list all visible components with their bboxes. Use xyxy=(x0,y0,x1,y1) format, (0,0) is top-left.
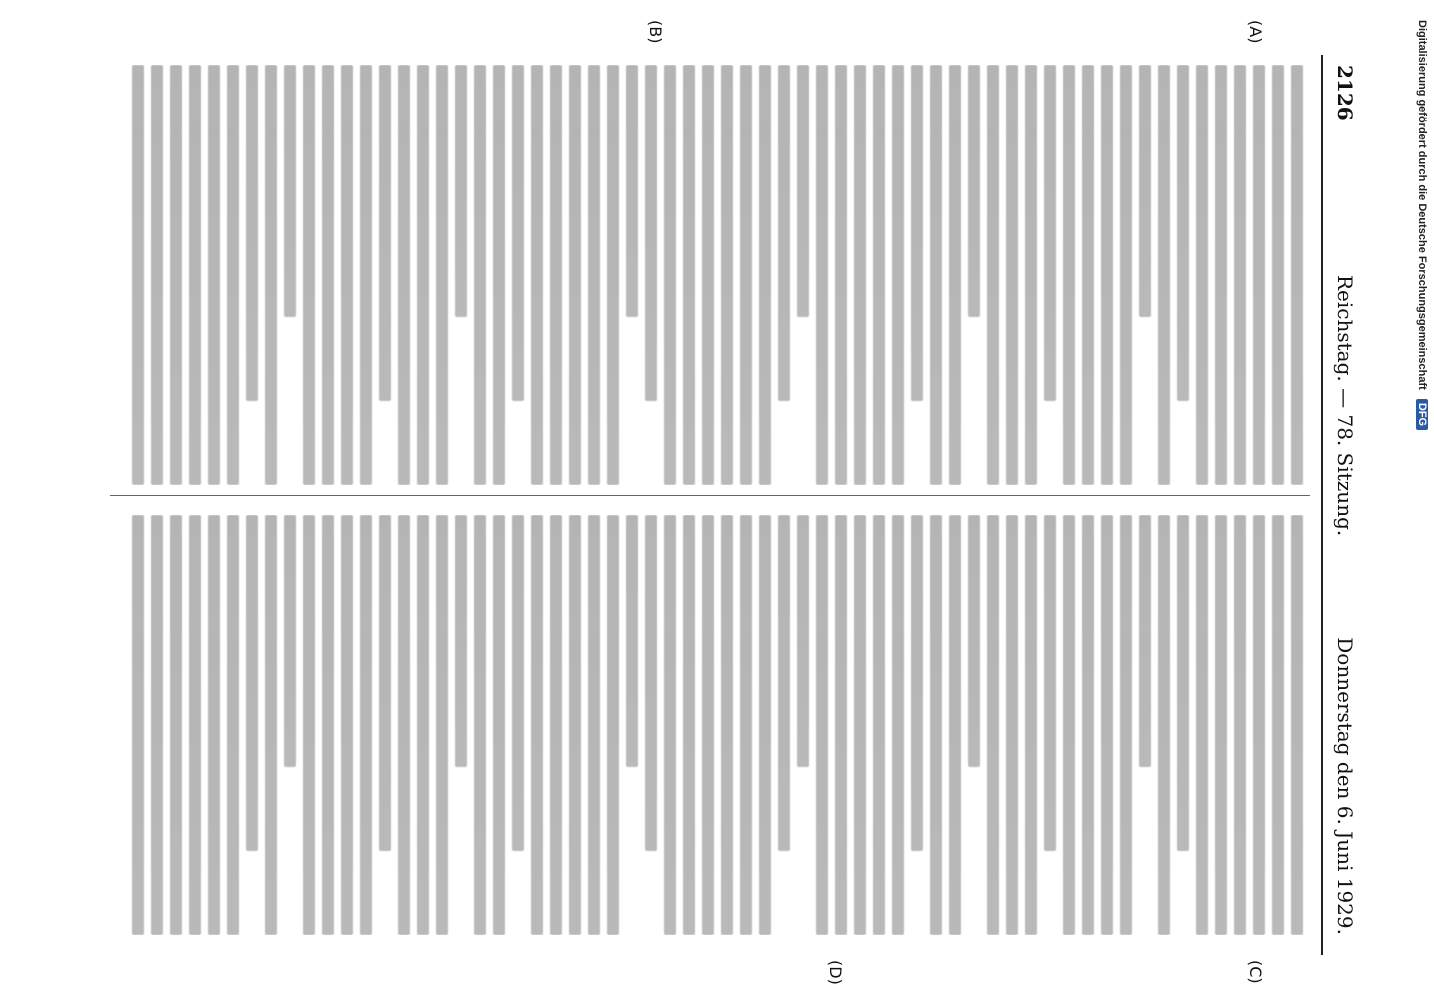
text-line xyxy=(1158,515,1170,935)
text-line xyxy=(189,65,201,485)
text-line xyxy=(512,515,524,851)
text-line xyxy=(265,515,277,935)
text-line xyxy=(721,65,733,485)
text-line xyxy=(132,65,144,485)
text-line xyxy=(360,515,372,935)
credit-text: Digitalisierung gefördert durch die Deutsche Forschungsgemeinschaft xyxy=(1416,20,1428,390)
text-line xyxy=(778,515,790,851)
text-line xyxy=(531,65,543,485)
text-line xyxy=(1082,65,1094,485)
margin-marker-a: (A) xyxy=(1246,20,1265,44)
text-line xyxy=(816,515,828,935)
text-line xyxy=(1234,515,1246,935)
text-line xyxy=(1215,65,1227,485)
text-line xyxy=(284,65,296,317)
text-line xyxy=(1063,515,1075,935)
column-separator xyxy=(110,495,1310,496)
text-line xyxy=(607,65,619,485)
text-line xyxy=(550,65,562,485)
text-line xyxy=(303,65,315,485)
text-line xyxy=(626,515,638,767)
text-line xyxy=(759,65,771,485)
text-line xyxy=(284,515,296,767)
digitization-credit xyxy=(1408,10,1428,990)
text-line xyxy=(1101,65,1113,485)
text-line xyxy=(911,65,923,401)
text-line xyxy=(208,65,220,485)
text-line xyxy=(398,515,410,935)
text-line xyxy=(949,515,961,935)
text-line xyxy=(759,515,771,935)
text-line xyxy=(1272,515,1284,935)
text-line xyxy=(702,65,714,485)
text-line xyxy=(227,65,239,485)
text-line xyxy=(493,515,505,935)
text-line xyxy=(987,65,999,485)
text-line xyxy=(227,515,239,935)
text-line xyxy=(949,65,961,485)
text-line xyxy=(968,65,980,317)
text-line xyxy=(151,515,163,935)
text-line xyxy=(1158,65,1170,485)
text-line xyxy=(1139,515,1151,767)
text-line xyxy=(1291,65,1303,485)
text-line xyxy=(360,65,372,485)
text-line xyxy=(322,65,334,485)
text-line xyxy=(930,65,942,485)
text-line xyxy=(512,65,524,401)
text-line xyxy=(322,515,334,935)
text-line xyxy=(1139,65,1151,317)
text-line xyxy=(607,515,619,935)
text-line xyxy=(930,515,942,935)
text-line xyxy=(436,65,448,485)
text-line xyxy=(1253,65,1265,485)
text-line xyxy=(778,65,790,401)
text-line xyxy=(664,515,676,935)
text-line xyxy=(1177,515,1189,851)
text-line xyxy=(132,515,144,935)
text-line xyxy=(1291,515,1303,935)
text-line xyxy=(1006,65,1018,485)
text-line xyxy=(911,515,923,851)
text-line xyxy=(417,65,429,485)
text-line xyxy=(854,515,866,935)
page-header xyxy=(1325,55,1365,955)
text-line xyxy=(1006,515,1018,935)
header-rule xyxy=(1321,55,1323,955)
text-line xyxy=(626,65,638,317)
text-line xyxy=(379,515,391,851)
text-line xyxy=(683,515,695,935)
text-line xyxy=(474,515,486,935)
text-line xyxy=(455,515,467,767)
text-line xyxy=(493,65,505,485)
text-line xyxy=(797,515,809,767)
session-title: Reichstag. — 78. Sitzung. xyxy=(1333,275,1357,537)
text-line xyxy=(892,515,904,935)
text-line xyxy=(987,515,999,935)
text-line xyxy=(436,515,448,935)
text-line xyxy=(1025,65,1037,485)
text-line xyxy=(588,515,600,935)
text-line xyxy=(151,65,163,485)
text-line xyxy=(170,65,182,485)
text-line xyxy=(246,65,258,401)
text-line xyxy=(303,515,315,935)
text-line xyxy=(797,65,809,317)
rotated-print-page xyxy=(75,20,1365,985)
text-line xyxy=(740,515,752,935)
text-line xyxy=(265,65,277,485)
text-line xyxy=(474,65,486,485)
text-line xyxy=(550,515,562,935)
text-line xyxy=(721,515,733,935)
text-line xyxy=(1234,65,1246,485)
text-line xyxy=(569,65,581,485)
text-line xyxy=(1177,65,1189,401)
text-line xyxy=(1063,65,1075,485)
text-line xyxy=(1025,515,1037,935)
text-line xyxy=(873,65,885,485)
text-line xyxy=(170,515,182,935)
text-line xyxy=(645,65,657,401)
text-line xyxy=(1120,65,1132,485)
text-line xyxy=(1196,515,1208,935)
text-line xyxy=(588,65,600,485)
text-line xyxy=(683,65,695,485)
margin-marker-b: (B) xyxy=(646,20,665,44)
text-line xyxy=(246,515,258,851)
session-date: Donnerstag den 6. Juni 1929. xyxy=(1333,637,1357,935)
text-line xyxy=(1101,515,1113,935)
text-line xyxy=(968,515,980,767)
dfg-logo: DFG xyxy=(1416,399,1428,430)
text-line xyxy=(455,65,467,317)
text-column-right xyxy=(110,515,1310,935)
text-line xyxy=(702,515,714,935)
text-line xyxy=(1120,515,1132,935)
text-line xyxy=(208,515,220,935)
text-line xyxy=(664,65,676,485)
text-line xyxy=(645,515,657,851)
margin-marker-c: (C) xyxy=(1246,960,1265,984)
text-line xyxy=(873,515,885,935)
text-line xyxy=(835,65,847,485)
text-line xyxy=(740,65,752,485)
text-line xyxy=(569,515,581,935)
text-line xyxy=(189,515,201,935)
text-line xyxy=(398,65,410,485)
margin-marker-d: (D) xyxy=(826,960,845,985)
text-line xyxy=(341,65,353,485)
text-line xyxy=(1044,65,1056,401)
text-line xyxy=(892,65,904,485)
text-line xyxy=(1215,515,1227,935)
text-line xyxy=(341,515,353,935)
text-line xyxy=(1082,515,1094,935)
text-line xyxy=(1196,65,1208,485)
text-line xyxy=(816,65,828,485)
text-line xyxy=(1044,515,1056,851)
text-line xyxy=(531,515,543,935)
text-line xyxy=(1272,65,1284,485)
text-line xyxy=(379,65,391,401)
text-line xyxy=(1253,515,1265,935)
text-line xyxy=(417,515,429,935)
text-line xyxy=(835,515,847,935)
text-line xyxy=(854,65,866,485)
text-column-left xyxy=(110,65,1310,485)
page-number: 2126 xyxy=(1333,65,1357,121)
